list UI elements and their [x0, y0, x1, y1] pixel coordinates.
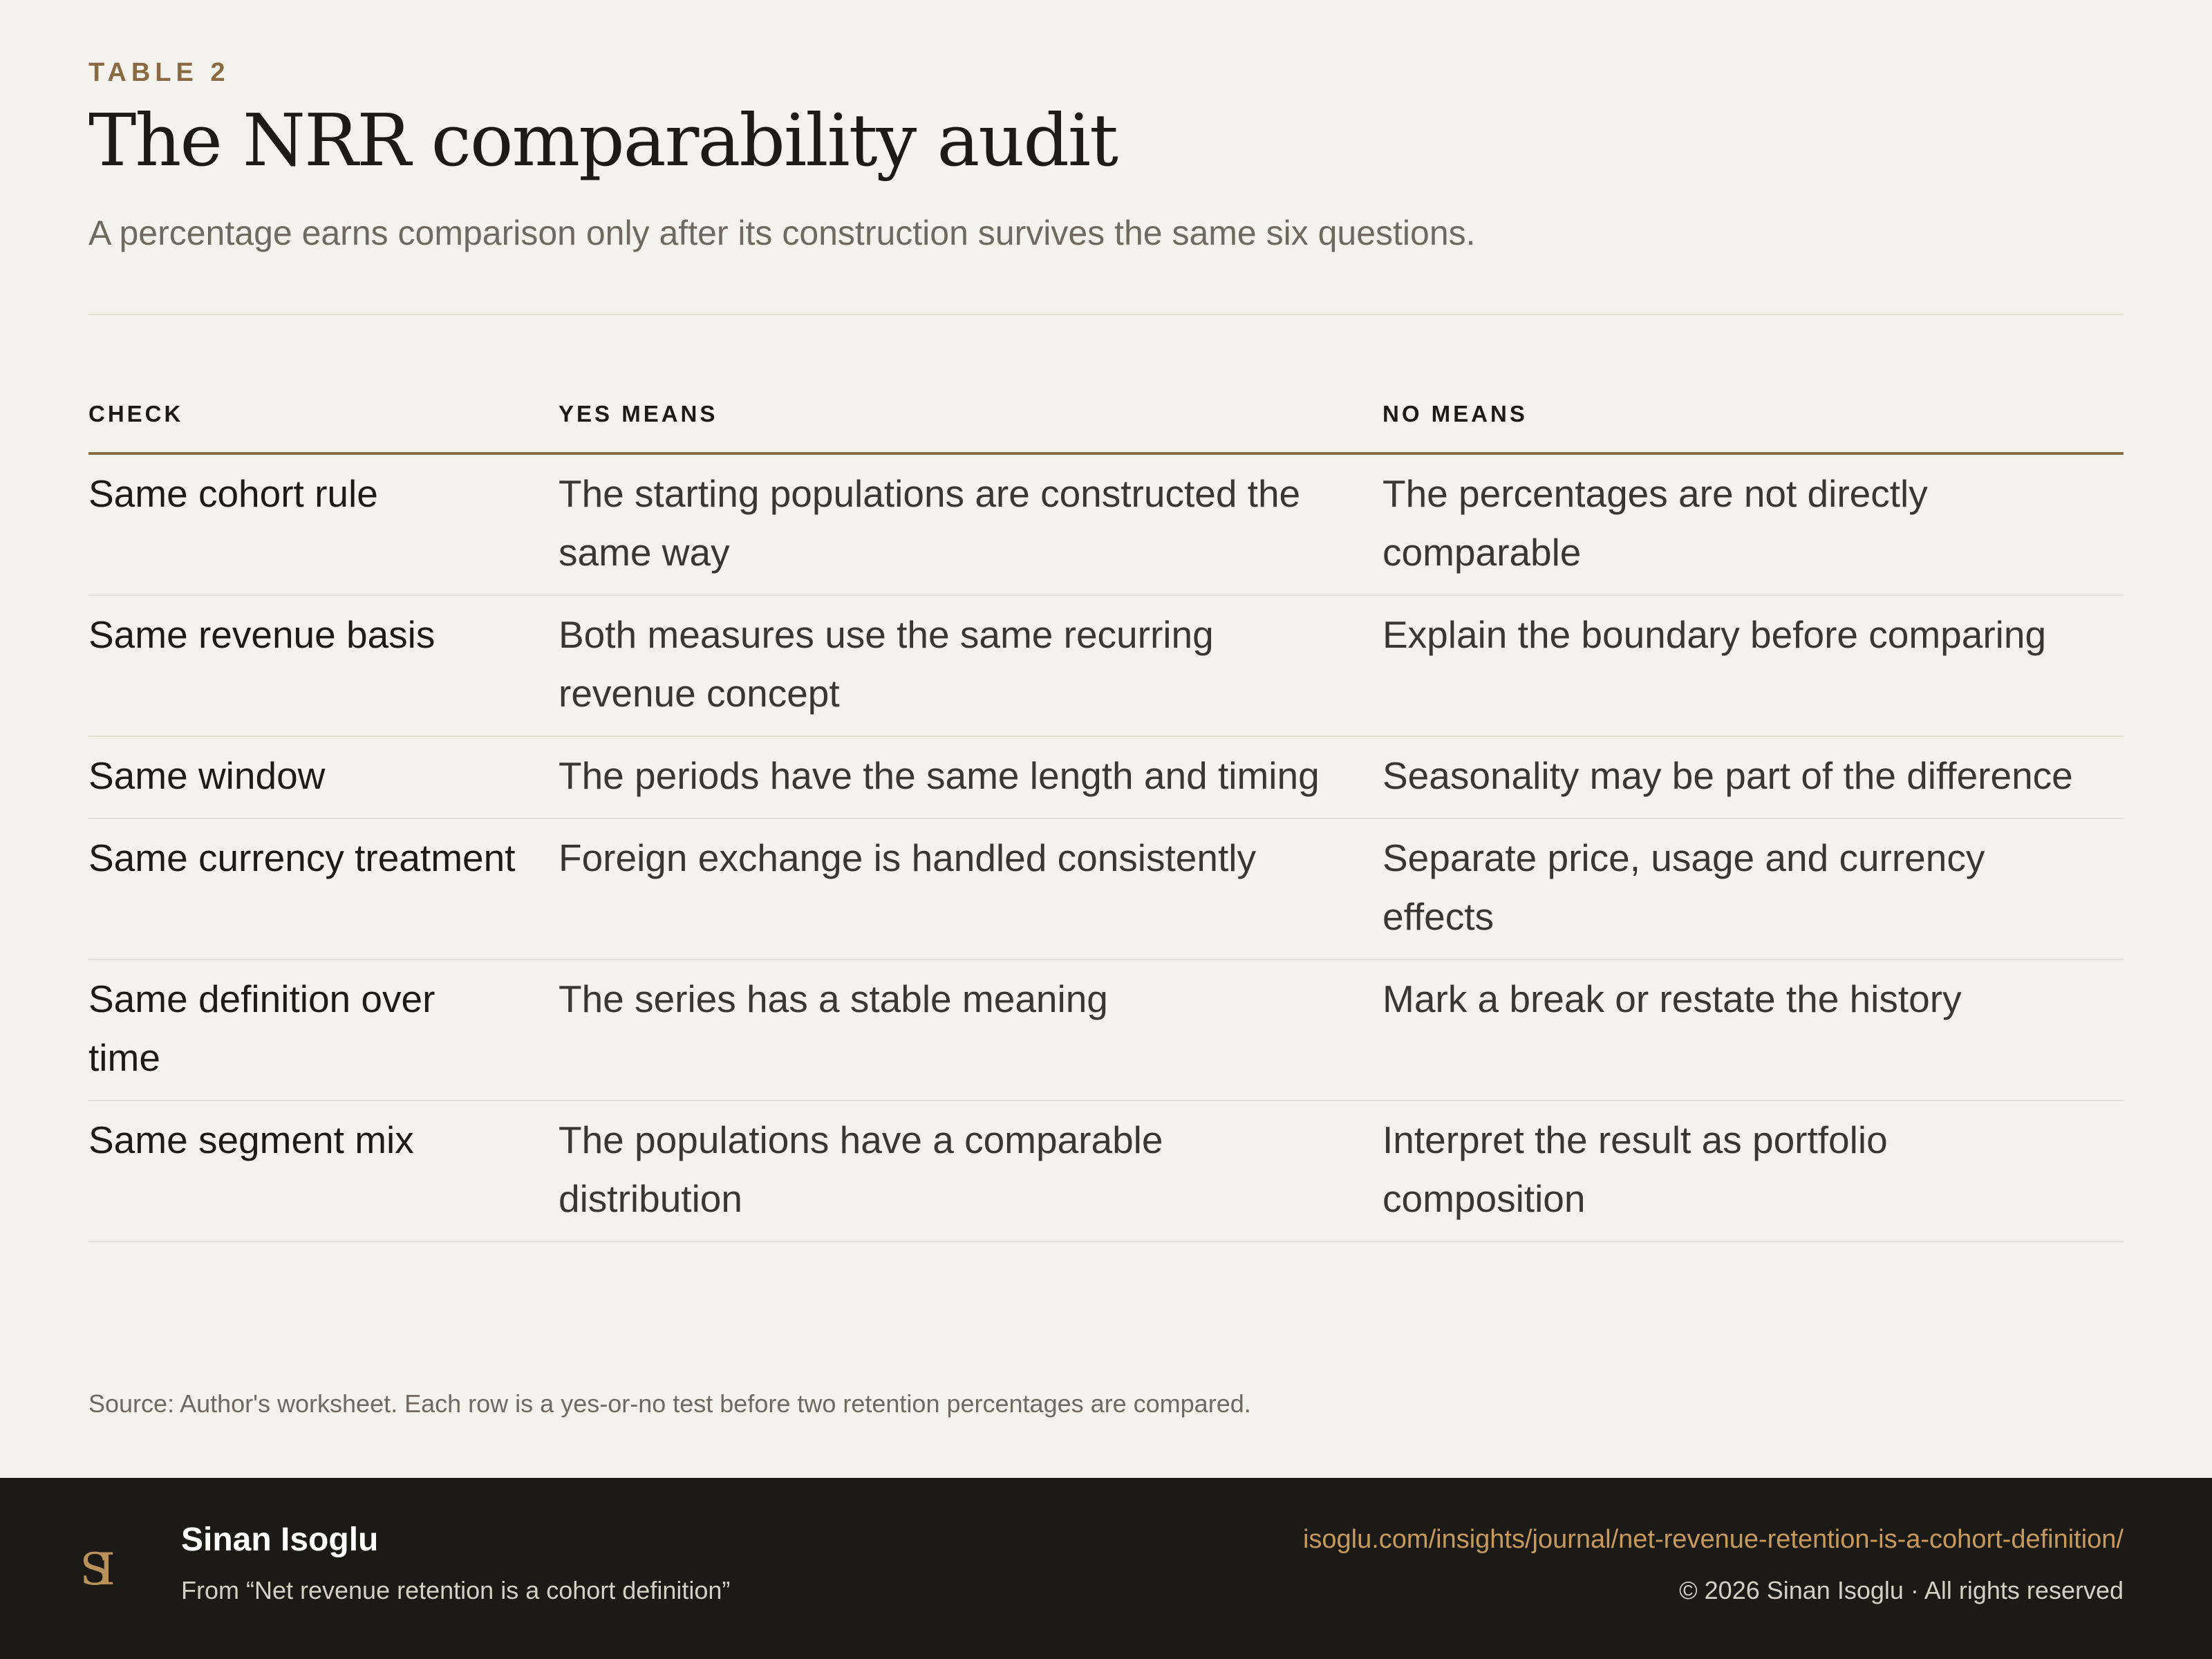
table-row	[88, 595, 2124, 736]
footer	[0, 1478, 2212, 1659]
audit-table	[88, 401, 2124, 1242]
table-eyebrow: TABLE 2	[88, 58, 230, 87]
table-row	[88, 1100, 2124, 1241]
table-row	[88, 959, 2124, 1100]
no-means-cell: Separate price, usage and currency effects	[1382, 818, 2124, 959]
column-header-check: CHECK	[88, 401, 559, 453]
table-row	[88, 453, 2124, 595]
no-means-cell: Seasonality may be part of the difference	[1382, 736, 2124, 818]
author-name: Sinan Isoglu	[181, 1521, 379, 1558]
check-cell: Same revenue basis	[88, 595, 559, 736]
monogram-logo: SI	[79, 1544, 103, 1595]
yes-means-cell: The periods have the same length and timing	[559, 736, 1382, 818]
check-cell: Same cohort rule	[88, 453, 559, 595]
yes-means-cell: Both measures use the same recurring revenue concept	[559, 595, 1382, 736]
divider	[88, 314, 2124, 315]
column-header-no-means: NO MEANS	[1382, 401, 2124, 453]
check-cell: Same currency treatment	[88, 818, 559, 959]
table-row	[88, 818, 2124, 959]
table-row	[88, 736, 2124, 818]
no-means-cell: Explain the boundary before comparing	[1382, 595, 2124, 736]
column-header-yes-means: YES MEANS	[559, 401, 1382, 453]
check-cell: Same window	[88, 736, 559, 818]
table-header-row	[88, 401, 2124, 453]
check-cell: Same definition over time	[88, 959, 559, 1100]
yes-means-cell: Foreign exchange is handled consistently	[559, 818, 1382, 959]
yes-means-cell: The starting populations are constructed the same way	[559, 453, 1382, 595]
yes-means-cell: The series has a stable meaning	[559, 959, 1382, 1100]
yes-means-cell: The populations have a comparable distribution	[559, 1100, 1382, 1241]
article-reference: From “Net revenue retention is a cohort definition”	[181, 1576, 731, 1604]
copyright: © 2026 Sinan Isoglu · All rights reserved	[1679, 1576, 2124, 1604]
check-cell: Same segment mix	[88, 1100, 559, 1241]
page-title: The NRR comparability audit	[88, 98, 1117, 182]
no-means-cell: Mark a break or restate the history	[1382, 959, 2124, 1100]
no-means-cell: Interpret the result as portfolio composition	[1382, 1100, 2124, 1241]
article-link[interactable]: isoglu.com/insights/journal/net-revenue-retention-is-a-cohort-definition/	[1302, 1525, 2124, 1554]
source-note: Source: Author's worksheet. Each row is a yes-or-no test before two retention percentages are compared.	[88, 1389, 1251, 1418]
page-subtitle: A percentage earns comparison only after its construction survives the same six questions.	[88, 214, 1476, 252]
no-means-cell: The percentages are not directly comparable	[1382, 453, 2124, 595]
